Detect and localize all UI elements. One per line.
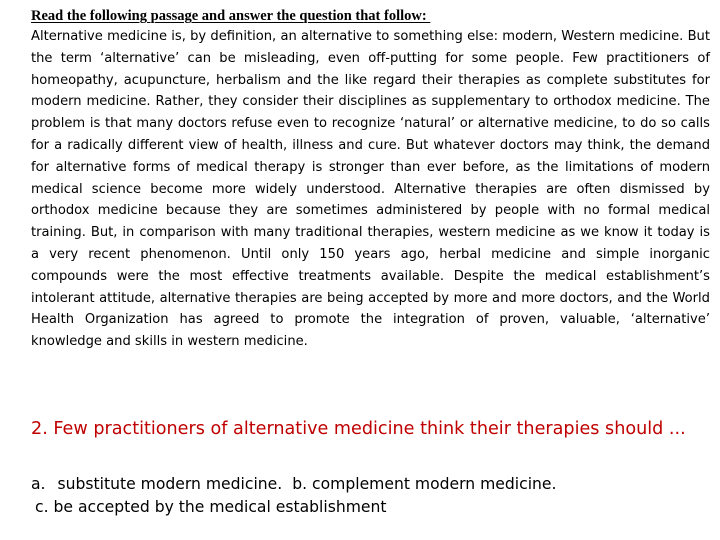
option-b[interactable]: complement modern medicine. [312, 475, 557, 493]
option-c[interactable]: be accepted by the medical establishment [53, 498, 387, 516]
option-a[interactable]: substitute modern medicine. [57, 475, 283, 493]
option-c-marker: c. [35, 498, 49, 516]
answer-options [31, 473, 711, 519]
option-a-marker: a. [31, 475, 46, 493]
options-row-second [31, 496, 711, 519]
option-b-marker: b. [292, 475, 308, 493]
reading-passage: Alternative medicine is, by definition, an alternative to something else: modern, Western medicine. But the term ‘alternative’ can be misleading, even off-putting for some people. Few practitioners of homeopathy, acupuncture, herbalism and the like regard their therapies as complete substitutes for modern medicine. Rather, they consider their disciplines as supplementary to orthodox medicine. The problem is that many doctors refuse even to recognize ‘natural’ or alternative medicine, to do so calls for a radically different view of health, illness and cure. But whatever doctors may think, the demand for alternative forms of medical therapy is stronger than ever before, as the limitations of modern medical science become more widely understood. Alternative therapies are often dismissed by orthodox medicine because they are sometimes administered by people with no formal medical training. But, in comparison with many traditional therapies, western medicine as we know it today is a very recent phenomenon. Until only 150 years ago, herbal medicine and simple inorganic compounds were the most effective treatments available. Despite the medical establishment’s intolerant attitude, alternative therapies are being accepted by more and more doctors, and the World Health Organization has agreed to promote the integration of proven, valuable, ‘alternative’ knowledge and skills in western medicine. [31, 29, 710, 350]
options-row-first [31, 473, 711, 496]
question-text: 2. Few practitioners of alternative medicine think their therapies should ... [31, 419, 686, 439]
instruction-heading: Read the following passage and answer the question that follow: [31, 8, 431, 24]
